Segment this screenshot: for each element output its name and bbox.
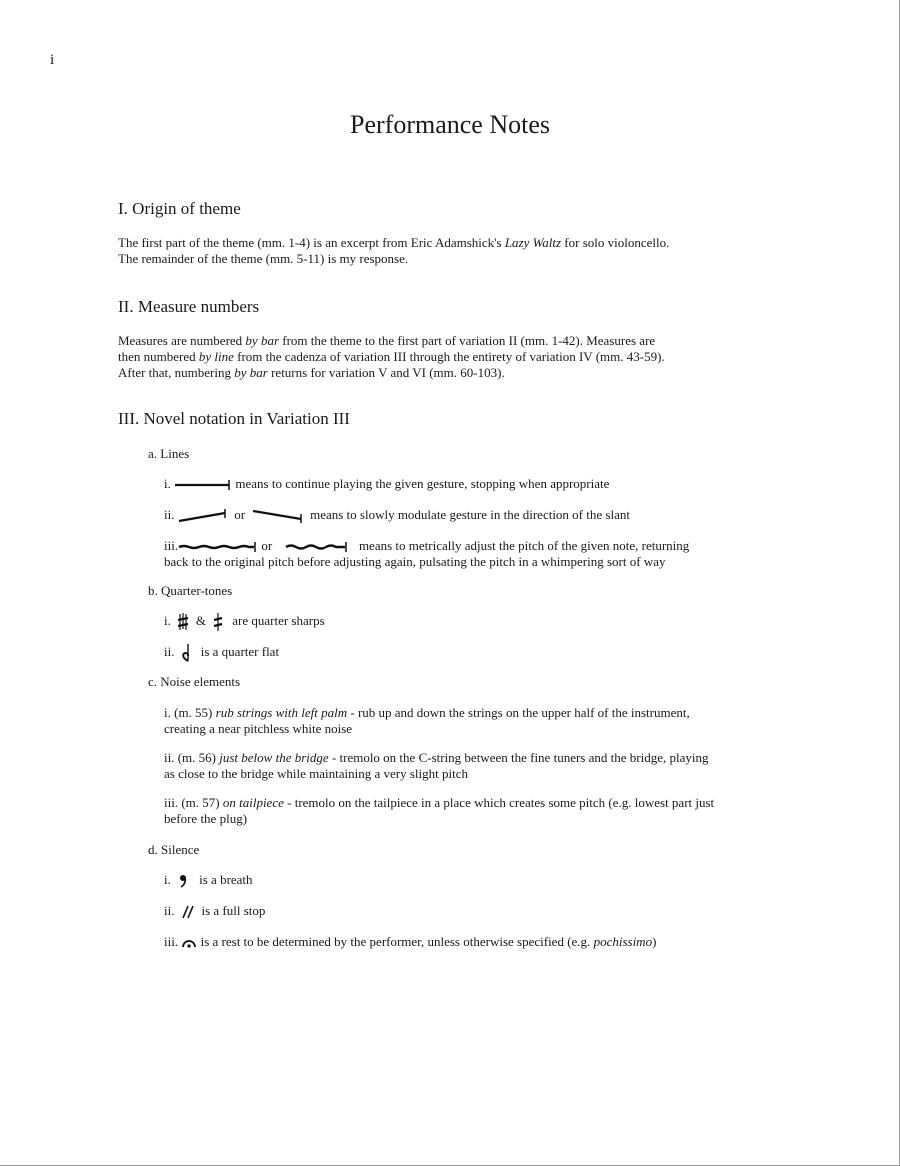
quarter-flat-icon xyxy=(181,643,191,663)
section-measures-heading: II. Measure numbers xyxy=(118,297,260,316)
three-quarter-sharp-icon xyxy=(177,612,189,632)
noise-ii-text: - tremolo on the C-string between the fine tuners and the bridge, playing xyxy=(328,750,709,765)
falling-slant-line-icon xyxy=(252,508,304,524)
wavy-pitch-line-short-icon xyxy=(285,541,349,553)
lines-iii-text: means to metrically adjust the pitch of the given note, returning xyxy=(358,538,690,553)
silence-iii-end: ) xyxy=(652,934,657,949)
lines-label: a. Lines xyxy=(148,446,190,461)
page-number: i xyxy=(50,52,55,68)
noise-iii-pre: iii. (m. 57) xyxy=(164,795,223,810)
silence-item-ii xyxy=(164,903,265,920)
continue-line-icon xyxy=(174,479,232,491)
noise-ii-pre: ii. (m. 56) xyxy=(164,750,220,765)
measures-text-5: After that, numbering xyxy=(118,365,235,380)
quarter-label: b. Quarter-tones xyxy=(148,583,233,598)
rising-slant-line-icon xyxy=(178,508,228,524)
silence-label: d. Silence xyxy=(148,842,200,857)
noise-i-instruction: rub strings with left palm xyxy=(215,705,348,720)
measures-text-2: from the theme to the first part of variation II (mm. 1-42). Measures are xyxy=(279,333,656,348)
silence-item-iii xyxy=(164,934,656,950)
noise-label: c. Noise elements xyxy=(148,674,241,689)
lines-i-text: means to continue playing the given gesture, stopping when appropriate xyxy=(235,476,610,491)
noise-item-ii xyxy=(164,750,764,782)
breath-mark-icon xyxy=(177,873,189,889)
noise-iii-instruction: on tailpiece xyxy=(222,795,284,810)
lines-iii-text-2: back to the original pitch before adjusting again, pulsating the pitch in a whimpering sort of way xyxy=(164,554,666,569)
noise-iii-text-2: before the plug) xyxy=(164,811,248,826)
silence-iii-num: iii. xyxy=(164,934,179,949)
noise-item-iii xyxy=(164,795,784,827)
page-title: Performance Notes xyxy=(350,110,550,139)
noise-item-i xyxy=(164,705,764,737)
silence-iii-example: pochissimo xyxy=(593,934,653,949)
quarter-amp: & xyxy=(195,612,206,628)
noise-i-text: - rub up and down the strings on the upper half of the instrument, xyxy=(347,705,690,720)
silence-ii-num: ii. xyxy=(164,903,175,918)
measures-by-bar: by bar xyxy=(245,333,280,348)
quarter-i-text: are quarter sharps xyxy=(232,612,325,628)
quarter-ii-num: ii. xyxy=(164,643,175,659)
section-measures-text xyxy=(118,333,758,381)
silence-i-text: is a breath xyxy=(199,872,253,887)
noise-ii-instruction: just below the bridge xyxy=(219,750,329,765)
origin-work-title: Lazy Waltz xyxy=(504,235,562,250)
fermata-icon xyxy=(181,937,197,949)
silence-i-num: i. xyxy=(164,872,171,887)
lines-ii-num: ii. xyxy=(164,507,175,522)
measures-by-bar-2: by bar xyxy=(234,365,268,380)
silence-ii-text: is a full stop xyxy=(201,903,266,918)
section-origin-heading: I. Origin of theme xyxy=(118,199,241,218)
section-origin-text xyxy=(118,235,758,267)
lines-iii-num: iii. xyxy=(164,538,179,553)
quarter-ii-text: is a quarter flat xyxy=(200,643,280,659)
lines-i-num: i. xyxy=(164,476,171,491)
measures-text-1: Measures are numbered xyxy=(118,333,246,348)
measures-text-3: then numbered xyxy=(118,349,199,364)
lines-ii-text: means to slowly modulate gesture in the direction of the slant xyxy=(310,507,630,522)
origin-text-1: The first part of the theme (mm. 1-4) is an excerpt from Eric Adamshick's xyxy=(118,235,505,250)
measures-by-line: by line xyxy=(198,349,234,364)
silence-item-i xyxy=(164,872,253,889)
quarter-item-i xyxy=(164,612,325,632)
measures-text-6: returns for variation V and VI (mm. 60-103). xyxy=(267,365,505,380)
lines-or: or xyxy=(234,507,246,522)
lines-iii-or: or xyxy=(261,538,273,553)
lines-item-iii xyxy=(164,538,764,570)
noise-iii-text: - tremolo on the tailpiece in a place which creates some pitch (e.g. lowest part just xyxy=(283,795,715,810)
noise-i-text-2: creating a near pitchless white noise xyxy=(164,721,353,736)
quarter-item-ii xyxy=(164,643,279,663)
caesura-icon xyxy=(181,904,195,920)
quarter-sharp-icon xyxy=(213,612,223,632)
noise-ii-text-2: as close to the bridge while maintaining a very slight pitch xyxy=(164,766,468,781)
origin-text-3: The remainder of the theme (mm. 5-11) is my response. xyxy=(118,251,409,266)
section-novel-heading: III. Novel notation in Variation III xyxy=(118,409,350,428)
lines-item-ii xyxy=(164,507,630,524)
quarter-i-num: i. xyxy=(164,612,171,628)
origin-text-2: for solo violoncello. xyxy=(561,235,670,250)
silence-iii-text: is a rest to be determined by the performer, unless otherwise specified (e.g. xyxy=(200,934,594,949)
wavy-pitch-line-icon xyxy=(178,541,258,553)
lines-item-i xyxy=(164,476,609,492)
measures-text-4: from the cadenza of variation III through the entirety of variation IV (mm. 43-59). xyxy=(233,349,665,364)
noise-i-pre: i. (m. 55) xyxy=(164,705,216,720)
